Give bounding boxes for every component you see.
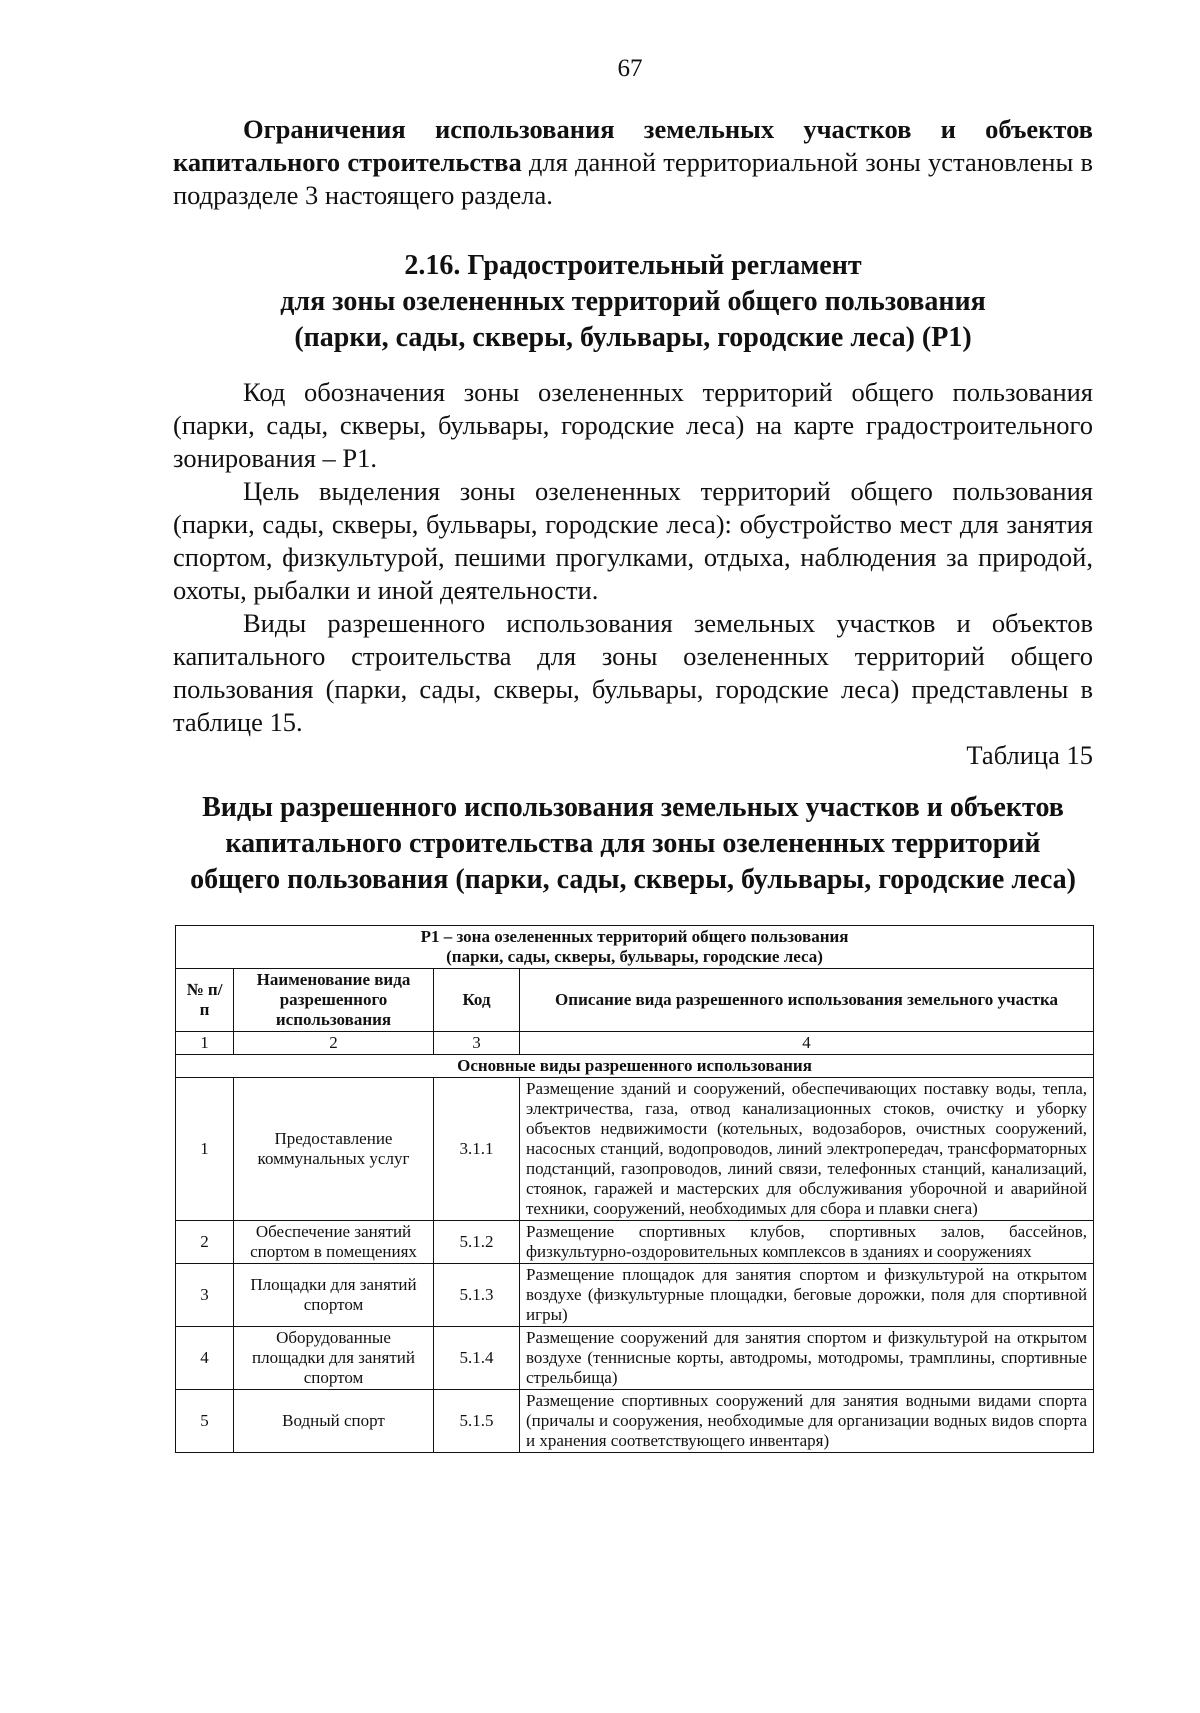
intro-bold-text: Ограничения использования земельных участков и объектов капитального строительства: [173, 114, 1093, 177]
row-desc: Размещение сооружений для занятия спортом и физкультурой на открытом воздухе (теннисные корты, автодромы, мотодромы, трамплины, спортивные стрельбища): [520, 1327, 1094, 1390]
row-num: 3: [176, 1264, 234, 1327]
permitted-uses-table: [175, 925, 1094, 1453]
intro-paragraph: [173, 113, 1093, 212]
row-name: Обеспечение занятий спортом в помещениях: [234, 1221, 434, 1264]
table-title-line-3: общего пользования (парки, сады, скверы, бульвары, городские леса): [190, 864, 1076, 895]
section-heading-line-1: 2.16. Градостроительный регламент: [404, 250, 862, 281]
table-row: [176, 1390, 1094, 1453]
section-heading: [173, 248, 1093, 356]
row-num: 5: [176, 1390, 234, 1453]
row-name: Площадки для занятий спортом: [234, 1264, 434, 1327]
header-num: № п/п: [176, 969, 234, 1032]
section-heading-line-2: для зоны озелененных территорий общего пользования: [280, 286, 986, 317]
table-row: [176, 1221, 1094, 1264]
section-row: [176, 1055, 1094, 1078]
row-name: Оборудованные площадки для занятий спортом: [234, 1327, 434, 1390]
row-num: 1: [176, 1078, 234, 1221]
zone-title-cell: [176, 926, 1094, 969]
column-number: 4: [520, 1032, 1094, 1055]
table-title-line-2: капитального строительства для зоны озелененных территорий: [225, 828, 1041, 859]
zone-title-row: [176, 926, 1094, 969]
intro-rest-text: для данной территориальной зоны установлены в подразделе 3 настоящего раздела.: [173, 147, 1093, 210]
zone-title-line-2: (парки, сады, скверы, бульвары, городские леса): [446, 947, 823, 966]
page-number: 67: [617, 55, 643, 82]
paragraph-zone-code: Код обозначения зоны озелененных территорий общего пользования (парки, сады, скверы, бульвары, городские леса) на карте градостроительного зонирования – Р1.: [173, 377, 1093, 473]
row-num: 2: [176, 1221, 234, 1264]
table-title: [173, 790, 1093, 898]
body-text: [173, 376, 1093, 772]
row-name: Предоставление коммунальных услуг: [234, 1078, 434, 1221]
column-number-row: [176, 1032, 1094, 1055]
row-code: 5.1.3: [434, 1264, 520, 1327]
paragraph-zone-purpose: Цель выделения зоны озелененных территорий общего пользования (парки, сады, скверы, бульвары, городские леса): обустройство мест для занятия спортом, физкультурой, пешими прогулками, отдыха, наблюдения за природой, охоты, рыбалки и иной деятельности.: [173, 476, 1093, 605]
row-desc: Размещение зданий и сооружений, обеспечивающих поставку воды, тепла, электричества, газа, отвод канализационных стоков, очистку и уборку объектов недвижимости (котельных, водозаборов, очистных сооружений, насосных станций, водопроводов, линий электропередач, трансформаторных подстанций, газопроводов, линий связи, телефонных станций, канализаций, стоянок, гаражей и мастерских для обслуживания уборочной и аварийной техники, сооружений, необходимых для сбора и плавки снега): [520, 1078, 1094, 1221]
table-row: [176, 1078, 1094, 1221]
header-row: [176, 969, 1094, 1032]
column-number: 1: [176, 1032, 234, 1055]
paragraph-permitted-uses: Виды разрешенного использования земельных участков и объектов капитального строительства для зоны озелененных территорий общего пользования (парки, сады, скверы, бульвары, городские леса) представлены в таблице 15.: [173, 608, 1093, 737]
row-code: 3.1.1: [434, 1078, 520, 1221]
row-code: 5.1.2: [434, 1221, 520, 1264]
column-number: 2: [234, 1032, 434, 1055]
header-desc: Описание вида разрешенного использования земельного участка: [520, 969, 1094, 1032]
column-number: 3: [434, 1032, 520, 1055]
row-desc: Размещение площадок для занятия спортом и физкультурой на открытом воздухе (физкультурные площадки, беговые дорожки, поля для спортивной игры): [520, 1264, 1094, 1327]
table-row: [176, 1327, 1094, 1390]
row-desc: Размещение спортивных клубов, спортивных залов, бассейнов, физкультурно-оздоровительных комплексов в зданиях и сооружениях: [520, 1221, 1094, 1264]
table-row: [176, 1264, 1094, 1327]
row-code: 5.1.4: [434, 1327, 520, 1390]
row-code: 5.1.5: [434, 1390, 520, 1453]
row-desc: Размещение спортивных сооружений для занятия водными видами спорта (причалы и сооружения, необходимые для организации водных видов спорта и хранения соответствующего инвентаря): [520, 1390, 1094, 1453]
header-name: Наименование вида разрешенного использования: [234, 969, 434, 1032]
section-row-label: Основные виды разрешенного использования: [176, 1055, 1094, 1078]
row-num: 4: [176, 1327, 234, 1390]
table-title-line-1: Виды разрешенного использования земельных участков и объектов: [202, 792, 1064, 823]
table-label: Таблица 15: [966, 740, 1093, 770]
zone-title-line-1: Р1 – зона озелененных территорий общего пользования: [420, 927, 849, 946]
header-code: Код: [434, 969, 520, 1032]
section-heading-line-3: (парки, сады, скверы, бульвары, городские леса) (Р1): [294, 322, 972, 353]
row-name: Водный спорт: [234, 1390, 434, 1453]
